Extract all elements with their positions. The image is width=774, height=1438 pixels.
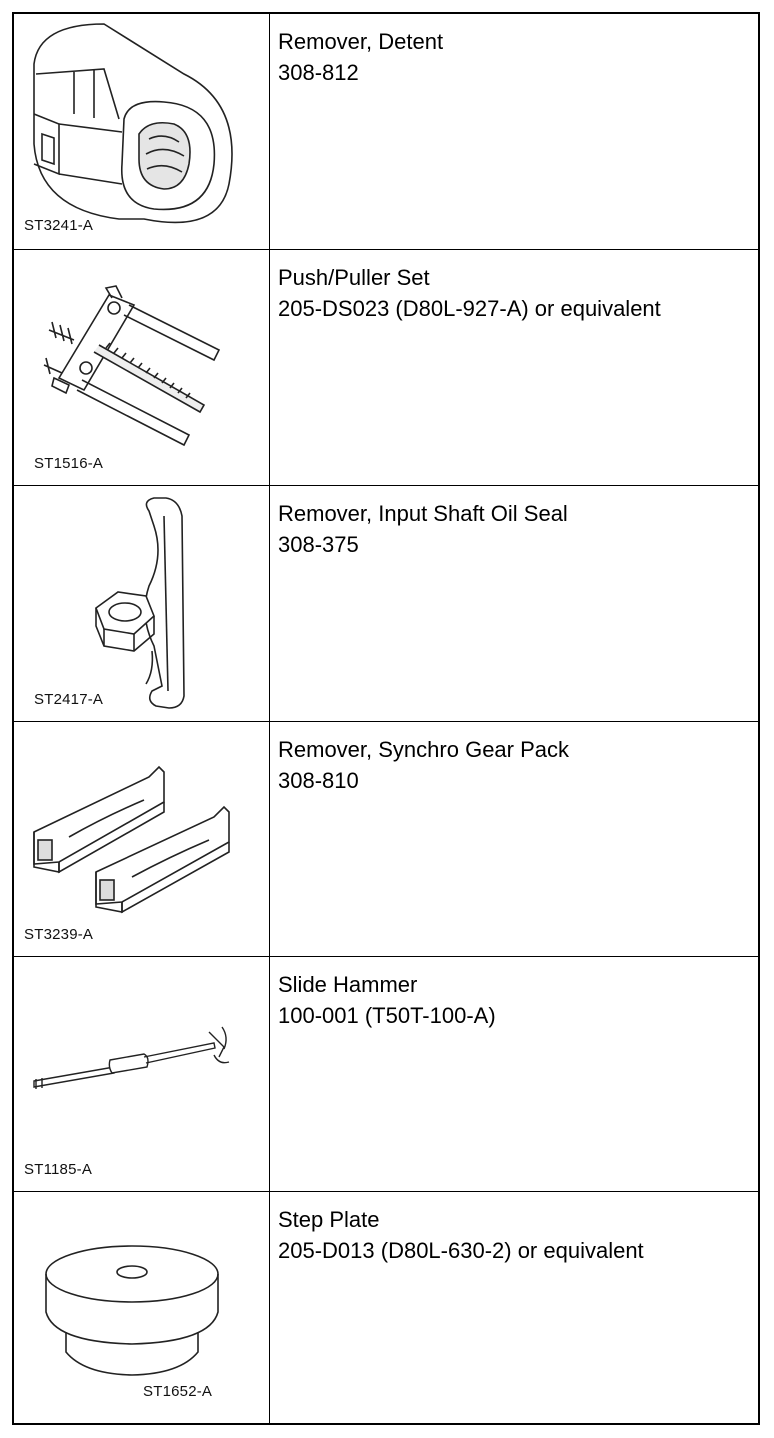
tool-description xyxy=(278,1204,748,1266)
tool-row xyxy=(14,957,758,1192)
tool-number: 205-D013 (D80L-630-2) or equivalent xyxy=(278,1238,644,1263)
tool-description xyxy=(278,498,748,560)
tool-name: Push/Puller Set xyxy=(278,265,430,290)
tool-name: Step Plate xyxy=(278,1207,380,1232)
figure-code: ST3239-A xyxy=(24,926,94,943)
tool-row xyxy=(14,1192,758,1423)
figure-code: ST1652-A xyxy=(143,1383,213,1400)
tool-illustration-cell xyxy=(14,957,270,1191)
tool-name: Remover, Detent xyxy=(278,29,444,54)
figure-code: ST2417-A xyxy=(34,691,104,708)
step-plate-icon xyxy=(14,1192,270,1423)
tool-illustration-cell xyxy=(14,722,270,956)
special-tools-table xyxy=(12,12,760,1425)
push-puller-set-icon xyxy=(14,250,270,486)
tool-description xyxy=(278,969,748,1031)
tool-illustration-cell xyxy=(14,14,270,249)
tool-description xyxy=(278,26,748,88)
tool-name: Remover, Input Shaft Oil Seal xyxy=(278,501,568,526)
tool-number: 100-001 (T50T-100-A) xyxy=(278,1003,496,1028)
tool-row xyxy=(14,486,758,722)
figure-code: ST3241-A xyxy=(24,217,94,234)
tool-name: Slide Hammer xyxy=(278,972,418,997)
synchro-gear-pack-remover-icon xyxy=(14,722,270,957)
detent-remover-icon xyxy=(14,14,270,250)
tool-number: 308-375 xyxy=(278,532,359,557)
tool-row xyxy=(14,722,758,957)
tool-name: Remover, Synchro Gear Pack xyxy=(278,737,570,762)
figure-code: ST1516-A xyxy=(34,455,104,472)
tool-description xyxy=(278,734,748,796)
tool-illustration-cell xyxy=(14,1192,270,1423)
tool-illustration-cell xyxy=(14,250,270,485)
slide-hammer-icon xyxy=(14,957,270,1192)
tool-row xyxy=(14,14,758,250)
tool-description xyxy=(278,262,748,324)
tool-number: 308-810 xyxy=(278,768,359,793)
tool-number: 205-DS023 (D80L-927-A) or equivalent xyxy=(278,296,661,321)
tool-number: 308-812 xyxy=(278,60,359,85)
tool-illustration-cell xyxy=(14,486,270,721)
tool-row xyxy=(14,250,758,486)
figure-code: ST1185-A xyxy=(24,1161,93,1178)
oil-seal-remover-icon xyxy=(14,486,270,722)
